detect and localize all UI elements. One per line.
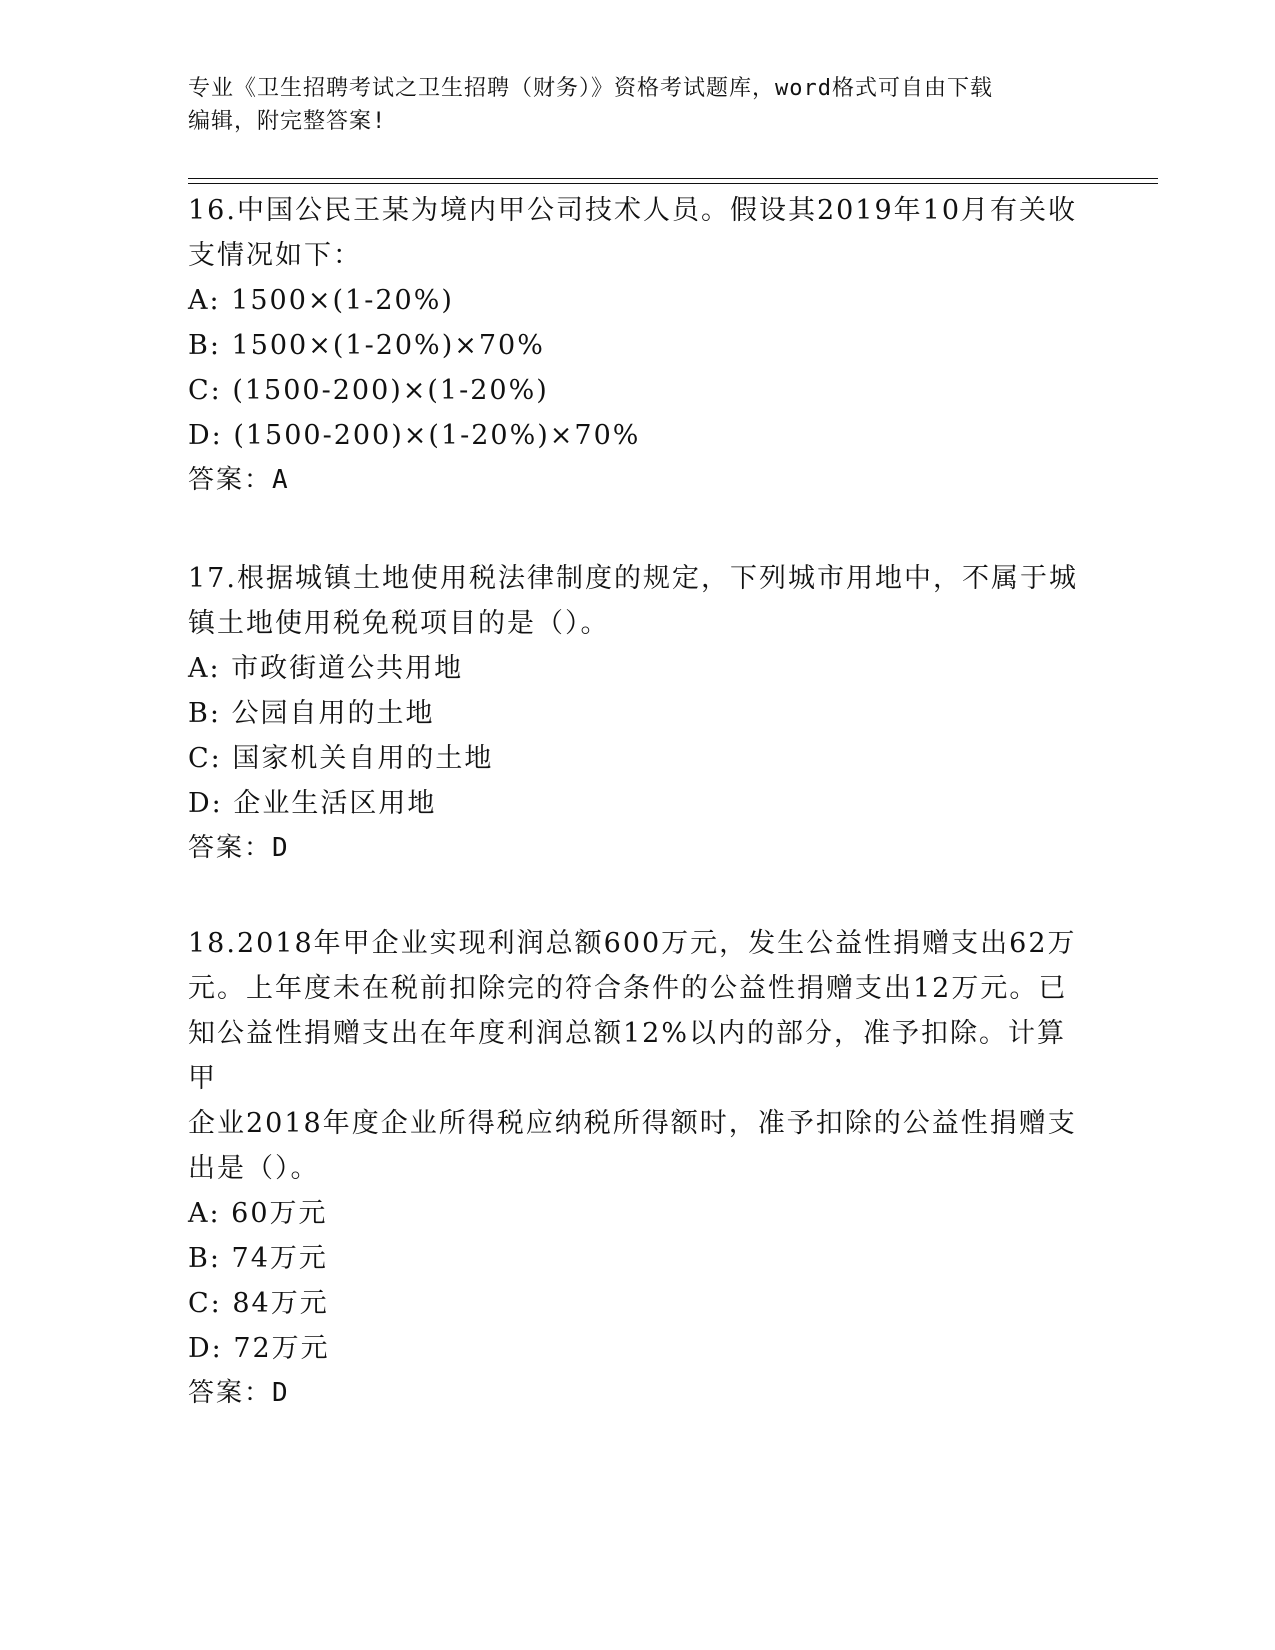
question-stem: 出是（）。 — [188, 1153, 320, 1184]
question-stem: 镇土地使用税免税项目的是（）。 — [188, 608, 610, 639]
option-b: B: 1500×(1-20%)×70% — [188, 330, 545, 361]
question-17 — [188, 556, 1088, 871]
header-line-1: 专业《卫生招聘考试之卫生招聘（财务）》资格考试题库，word格式可自由下载 — [188, 76, 993, 101]
option-c: C: (1500-200)×(1-20%) — [188, 375, 549, 406]
question-stem: 18.2018年甲企业实现利润总额600万元，发生公益性捐赠支出62万 — [188, 928, 1077, 959]
question-stem: 16.中国公民王某为境内甲公司技术人员。假设其2019年10月有关收 — [188, 195, 1078, 226]
answer-value: D — [272, 833, 290, 863]
option-d: D: (1500-200)×(1-20%)×70% — [188, 420, 641, 451]
answer-line — [188, 1371, 1088, 1416]
header-line-2: 编辑，附完整答案! — [188, 109, 387, 134]
question-stem: 知公益性捐赠支出在年度利润总额12%以内的部分，准予扣除。计算甲 — [188, 1018, 1067, 1094]
header-divider-bottom — [188, 183, 1158, 184]
answer-line — [188, 826, 1088, 871]
option-c: C: 84万元 — [188, 1288, 329, 1319]
document-header — [188, 72, 1088, 138]
option-d: D: 企业生活区用地 — [188, 788, 437, 819]
option-a: A: 市政街道公共用地 — [188, 653, 464, 684]
option-a: A: 1500×(1-20%) — [188, 285, 454, 316]
option-c: C: 国家机关自用的土地 — [188, 743, 494, 774]
answer-label: 答案： — [188, 465, 273, 495]
option-b: B: 公园自用的土地 — [188, 698, 435, 729]
answer-value: D — [272, 1378, 290, 1408]
question-16 — [188, 188, 1088, 503]
question-stem: 支情况如下： — [188, 240, 362, 271]
question-stem: 企业2018年度企业所得税应纳税所得额时，准予扣除的公益性捐赠支 — [188, 1108, 1077, 1139]
question-stem: 17.根据城镇土地使用税法律制度的规定，下列城市用地中，不属于城 — [188, 563, 1078, 594]
header-divider-top — [188, 178, 1158, 179]
question-stem: 元。上年度未在税前扣除完的符合条件的公益性捐赠支出12万元。已 — [188, 973, 1068, 1004]
answer-label: 答案： — [188, 833, 273, 863]
option-d: D: 72万元 — [188, 1333, 330, 1364]
option-b: B: 74万元 — [188, 1243, 328, 1274]
question-18 — [188, 921, 1088, 1416]
answer-value: A — [272, 465, 290, 495]
answer-label: 答案： — [188, 1378, 273, 1408]
answer-line — [188, 458, 1088, 503]
option-a: A: 60万元 — [188, 1198, 328, 1229]
